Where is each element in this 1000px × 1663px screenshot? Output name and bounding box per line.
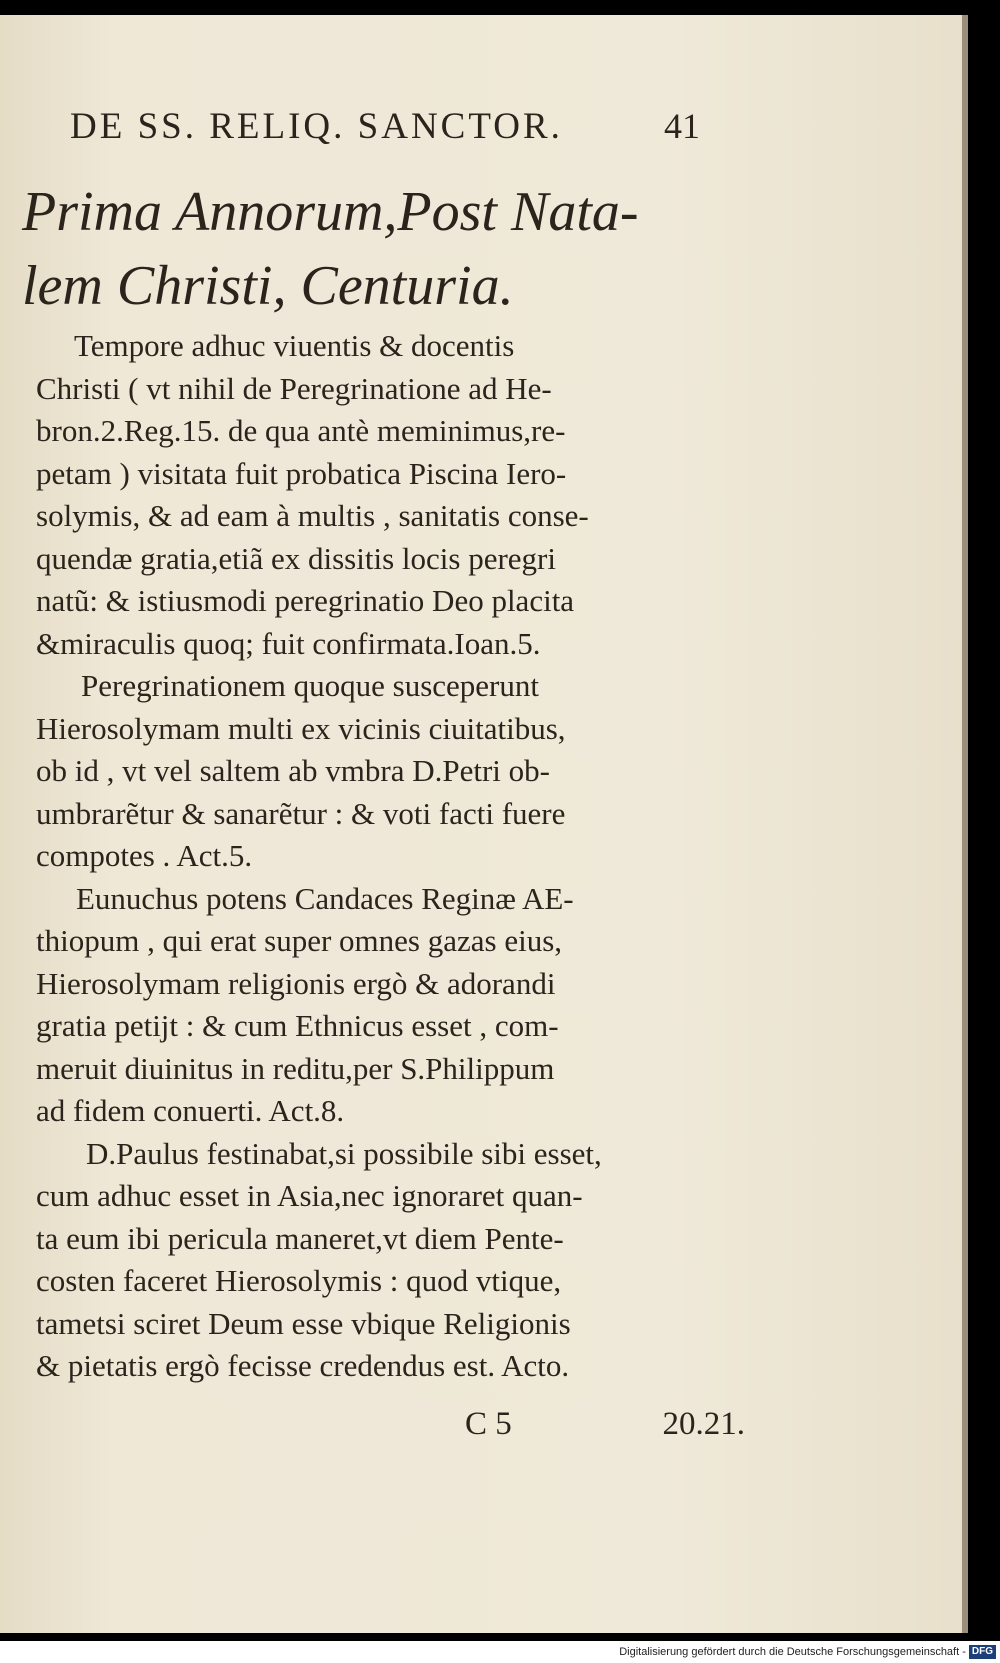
text-line: compotes . Act.5. xyxy=(36,838,253,873)
text-line: petam ) visitata fuit probatica Piscina Iero- xyxy=(36,455,567,491)
text-line: bron.2.Reg.15. de qua antè meminimus,re- xyxy=(36,413,566,448)
text-line: Christi ( vt nihil de Peregrinatione ad He- xyxy=(36,370,552,406)
running-head-title: DE SS. RELIQ. SANCTOR. xyxy=(70,106,563,147)
text-line: ta eum ibi pericula maneret,vt diem Pente- xyxy=(36,1220,564,1256)
text-line: quendæ gratia,etiã ex dissitis locis peregri xyxy=(36,540,556,576)
text-line: Tempore adhuc viuentis & docentis xyxy=(74,328,515,363)
digitization-footer xyxy=(0,1641,1000,1663)
running-head xyxy=(70,105,710,155)
text-line: ob id , vt vel saltem ab vmbra D.Petri ob- xyxy=(36,753,550,788)
text-line: umbrarẽtur & sanarẽtur : & voti facti fuere xyxy=(36,795,566,831)
footer-credit: Digitalisierung gefördert durch die Deutsche Forschungsgemeinschaft - xyxy=(619,1646,966,1658)
text-line: Hierosolymam multi ex vicinis ciuitatibus, xyxy=(36,710,566,746)
text-line: Hierosolymam religionis ergò & adorandi xyxy=(36,965,556,1001)
page-edge xyxy=(962,15,968,1633)
signature-line xyxy=(465,1406,745,1450)
signature-mark: C 5 xyxy=(465,1406,512,1442)
text-line: natũ: & istiusmodi peregrinatio Deo placita xyxy=(36,583,575,618)
dfg-logo-icon: DFG xyxy=(969,1645,996,1659)
text-line: tametsi sciret Deum esse vbique Religionis xyxy=(36,1305,571,1341)
text-line: & pietatis ergò fecisse credendus est. Acto. xyxy=(36,1348,570,1383)
catchword: 20.21. xyxy=(662,1406,745,1442)
text-line: costen faceret Hierosolymis : quod vtique, xyxy=(36,1263,562,1298)
text-line: D.Paulus festinabat,si possibile sibi esset, xyxy=(86,1135,602,1171)
text-line: gratia petijt : & cum Ethnicus esset , com- xyxy=(36,1008,559,1043)
text-line: cum adhuc esset in Asia,nec ignoraret quan- xyxy=(36,1178,583,1213)
text-line: meruit diuinitus in reditu,per S.Philippum xyxy=(36,1050,555,1086)
page-text xyxy=(0,15,962,1633)
book-page xyxy=(0,15,962,1633)
text-line: ad fidem conuerti. Act.8. xyxy=(36,1093,345,1128)
text-line: solymis, & ad eam à multis , sanitatis conse- xyxy=(36,498,589,533)
page-number: 41 xyxy=(664,106,700,146)
text-line: thiopum , qui erat super omnes gazas eius, xyxy=(36,923,563,958)
title-line: lem Christi, Centuria. xyxy=(22,255,514,317)
text-line: Peregrinationem quoque susceperunt xyxy=(81,668,539,703)
text-line: Eunuchus potens Candaces Reginæ AE- xyxy=(76,880,574,916)
section-title xyxy=(22,175,722,323)
text-line: &miraculis quoq; fuit confirmata.Ioan.5. xyxy=(36,625,541,661)
title-line: Prima Annorum,Post Nata- xyxy=(22,181,639,243)
body-text xyxy=(36,325,736,1388)
